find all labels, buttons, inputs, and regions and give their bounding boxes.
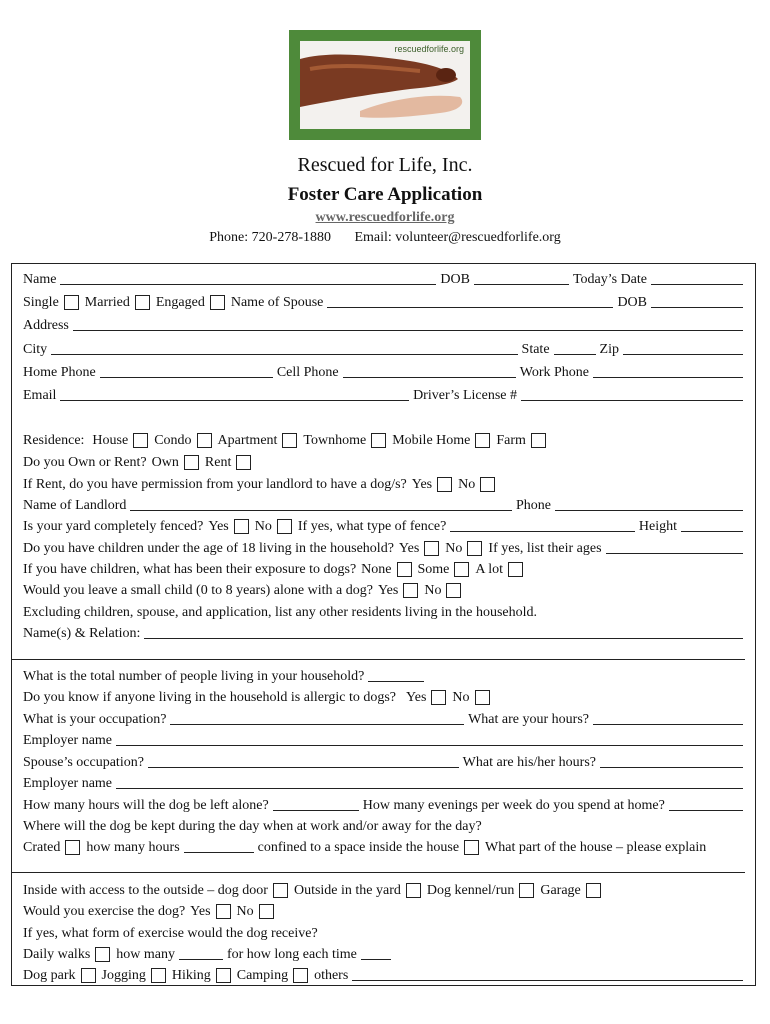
leave-child-no-checkbox[interactable] bbox=[446, 583, 461, 598]
mobile-home-checkbox[interactable] bbox=[475, 433, 490, 448]
evenings-field[interactable] bbox=[669, 810, 743, 811]
landlord-phone-field[interactable] bbox=[555, 510, 743, 511]
row-exposure bbox=[23, 558, 747, 578]
label-evenings: How many evenings per week do you spend at home? bbox=[362, 798, 665, 813]
label-some: Some bbox=[417, 562, 450, 577]
logo bbox=[289, 30, 481, 140]
label-home-phone: Home Phone bbox=[23, 365, 96, 380]
row-leave-child bbox=[23, 579, 747, 599]
label-no: No bbox=[254, 519, 272, 534]
apartment-checkbox[interactable] bbox=[282, 433, 297, 448]
address-field[interactable] bbox=[73, 330, 743, 331]
label-allergic-question: Do you know if anyone living in the household is allergic to dogs? bbox=[23, 690, 397, 705]
section-divider bbox=[11, 659, 745, 660]
daily-walks-checkbox[interactable] bbox=[95, 947, 110, 962]
label-garage: Garage bbox=[540, 883, 581, 898]
married-checkbox[interactable] bbox=[135, 295, 150, 310]
label-what-part: What part of the house – please explain bbox=[485, 840, 707, 855]
label-landlord-name: Name of Landlord bbox=[23, 498, 127, 513]
label-apartment: Apartment bbox=[217, 433, 278, 448]
label-hours: What are your hours? bbox=[468, 712, 589, 727]
residents-note-text: Excluding children, spouse, and application, list any other residents living in the household. bbox=[23, 605, 538, 620]
kennel-checkbox[interactable] bbox=[519, 883, 534, 898]
row-marital bbox=[23, 291, 747, 311]
engaged-checkbox[interactable] bbox=[210, 295, 225, 310]
label-married: Married bbox=[84, 295, 130, 310]
row-spouse-occupation bbox=[23, 751, 747, 771]
label-crated: Crated bbox=[23, 840, 61, 855]
label-landlord-permission: If Rent, do you have permission from your landlord to have a dog/s? bbox=[23, 477, 407, 492]
jogging-checkbox[interactable] bbox=[151, 968, 166, 983]
label-house: House bbox=[92, 433, 129, 448]
dog-paw-hand-icon bbox=[300, 41, 470, 129]
todays-date-field[interactable] bbox=[651, 284, 743, 285]
label-no: No bbox=[236, 904, 254, 919]
dog-park-checkbox[interactable] bbox=[81, 968, 96, 983]
row-city bbox=[23, 338, 747, 358]
label-state: State bbox=[521, 342, 550, 357]
label-farm: Farm bbox=[496, 433, 526, 448]
label-drivers-license: Driver’s License # bbox=[413, 388, 517, 403]
zip-field[interactable] bbox=[623, 354, 743, 355]
exercise-yes-checkbox[interactable] bbox=[216, 904, 231, 919]
row-landlord-permission bbox=[23, 473, 747, 493]
label-yes: Yes bbox=[411, 477, 433, 492]
row-name bbox=[23, 268, 747, 288]
label-residence: Residence: bbox=[23, 433, 85, 448]
spouse-dob-field[interactable] bbox=[651, 307, 743, 308]
label-employer: Employer name bbox=[23, 733, 113, 748]
townhome-checkbox[interactable] bbox=[371, 433, 386, 448]
row-crated bbox=[23, 836, 747, 856]
label-yes: Yes bbox=[406, 690, 427, 705]
row-email bbox=[23, 384, 747, 404]
label-names-relation: Name(s) & Relation: bbox=[23, 626, 141, 641]
state-field[interactable] bbox=[554, 354, 596, 355]
label-landlord-phone: Phone bbox=[516, 498, 551, 513]
label-yes: Yes bbox=[377, 583, 399, 598]
label-inside-access: Inside with access to the outside – dog door bbox=[23, 883, 268, 898]
label-engaged: Engaged bbox=[155, 295, 205, 310]
allergic-no-checkbox[interactable] bbox=[475, 690, 490, 705]
leave-child-yes-checkbox[interactable] bbox=[403, 583, 418, 598]
condo-checkbox[interactable] bbox=[197, 433, 212, 448]
confined-checkbox[interactable] bbox=[464, 840, 479, 855]
label-total-people: What is the total number of people living in your household? bbox=[23, 669, 365, 684]
fence-height-field[interactable] bbox=[681, 531, 743, 532]
landlord-no-checkbox[interactable] bbox=[480, 477, 495, 492]
hiking-checkbox[interactable] bbox=[216, 968, 231, 983]
yard-no-checkbox[interactable] bbox=[277, 519, 292, 534]
label-how-long: for how long each time bbox=[226, 947, 357, 962]
exercise-no-checkbox[interactable] bbox=[259, 904, 274, 919]
exposure-some-checkbox[interactable] bbox=[454, 562, 469, 577]
total-people-field[interactable] bbox=[368, 681, 424, 682]
garage-checkbox[interactable] bbox=[586, 883, 601, 898]
label-spouse-occupation: Spouse’s occupation? bbox=[23, 755, 144, 770]
inside-access-checkbox[interactable] bbox=[273, 883, 288, 898]
label-camping: Camping bbox=[236, 968, 289, 983]
label-height: Height bbox=[638, 519, 677, 534]
children-ages-field[interactable] bbox=[606, 553, 743, 554]
crated-checkbox[interactable] bbox=[65, 840, 80, 855]
label-exposure-question: If you have children, what has been their exposure to dogs? bbox=[23, 562, 357, 577]
camping-checkbox[interactable] bbox=[293, 968, 308, 983]
label-zip: Zip bbox=[599, 342, 619, 357]
row-exercise bbox=[23, 900, 747, 920]
walks-count-field[interactable] bbox=[179, 959, 223, 960]
row-phones bbox=[23, 361, 747, 381]
cell-phone-field[interactable] bbox=[343, 377, 516, 378]
label-others: others bbox=[314, 968, 349, 983]
hours-field[interactable] bbox=[593, 724, 743, 725]
phone-text: Phone: 720-278-1880 bbox=[209, 230, 331, 245]
label-cell-phone: Cell Phone bbox=[276, 365, 339, 380]
label-list-ages: If yes, list their ages bbox=[488, 541, 602, 556]
spouse-occupation-field[interactable] bbox=[148, 767, 459, 768]
section-divider bbox=[11, 872, 745, 873]
single-checkbox[interactable] bbox=[64, 295, 79, 310]
home-phone-field[interactable] bbox=[100, 377, 273, 378]
email-text: Email: volunteer@rescuedforlife.org bbox=[354, 230, 561, 245]
others-field[interactable] bbox=[352, 980, 743, 981]
label-a-lot: A lot bbox=[475, 562, 504, 577]
row-landlord-name bbox=[23, 494, 747, 514]
logo-image bbox=[300, 41, 470, 129]
label-spouse-hours: What are his/her hours? bbox=[462, 755, 596, 770]
row-names-relation bbox=[23, 622, 747, 642]
label-occupation: What is your occupation? bbox=[23, 712, 167, 727]
organization-name: Rescued for Life, Inc. bbox=[297, 154, 473, 176]
own-checkbox[interactable] bbox=[184, 455, 199, 470]
work-phone-field[interactable] bbox=[593, 377, 743, 378]
label-fence-type: If yes, what type of fence? bbox=[297, 519, 447, 534]
children-no-checkbox[interactable] bbox=[467, 541, 482, 556]
label-kennel: Dog kennel/run bbox=[426, 883, 515, 898]
row-employer bbox=[23, 729, 747, 749]
label-no: No bbox=[424, 583, 442, 598]
walk-duration-field[interactable] bbox=[361, 959, 391, 960]
landlord-name-field[interactable] bbox=[130, 510, 512, 511]
label-email: Email bbox=[23, 388, 57, 403]
house-checkbox[interactable] bbox=[133, 433, 148, 448]
label-hours-alone: How many hours will the dog be left alone? bbox=[23, 798, 269, 813]
exposure-none-checkbox[interactable] bbox=[397, 562, 412, 577]
label-work-phone: Work Phone bbox=[519, 365, 590, 380]
label-exercise-form: If yes, what form of exercise would the dog receive? bbox=[23, 926, 318, 941]
label-dog-park: Dog park bbox=[23, 968, 76, 983]
label-how-many: how many bbox=[116, 947, 175, 962]
label-daily-walks: Daily walks bbox=[23, 947, 91, 962]
row-address bbox=[23, 314, 747, 334]
employer-field[interactable] bbox=[116, 745, 743, 746]
spouse-hours-field[interactable] bbox=[600, 767, 743, 768]
occupation-field[interactable] bbox=[170, 724, 464, 725]
label-hiking: Hiking bbox=[171, 968, 211, 983]
farm-checkbox[interactable] bbox=[531, 433, 546, 448]
logo-domain-text: rescuedforlife.org bbox=[394, 44, 464, 54]
label-yes: Yes bbox=[208, 519, 229, 534]
label-todays-date: Today’s Date bbox=[572, 272, 647, 287]
row-total-people bbox=[23, 665, 747, 685]
children-yes-checkbox[interactable] bbox=[424, 541, 439, 556]
row-hours-alone bbox=[23, 794, 747, 814]
row-daily-walks bbox=[23, 943, 747, 963]
label-how-many-hours: how many hours bbox=[86, 840, 180, 855]
label-exercise-question: Would you exercise the dog? bbox=[23, 904, 186, 919]
landlord-yes-checkbox[interactable] bbox=[437, 477, 452, 492]
label-spouse-name: Name of Spouse bbox=[230, 295, 324, 310]
names-relation-field[interactable] bbox=[144, 638, 743, 639]
row-own-rent bbox=[23, 451, 747, 471]
label-children-question: Do you have children under the age of 18 living in the household? bbox=[23, 541, 394, 556]
website-link[interactable]: www.rescuedforlife.org bbox=[315, 210, 455, 225]
drivers-license-field[interactable] bbox=[521, 400, 743, 401]
row-allergic bbox=[23, 686, 747, 706]
label-spouse-dob: DOB bbox=[617, 295, 647, 310]
row-residence bbox=[23, 429, 747, 449]
outside-yard-checkbox[interactable] bbox=[406, 883, 421, 898]
row-yard bbox=[23, 515, 747, 535]
label-address: Address bbox=[23, 318, 69, 333]
row-children bbox=[23, 537, 747, 557]
label-mobile-home: Mobile Home bbox=[392, 433, 471, 448]
row-employer2 bbox=[23, 772, 747, 792]
label-spouse-employer: Employer name bbox=[23, 776, 113, 791]
label-dob: DOB bbox=[440, 272, 470, 287]
label-outside-yard: Outside in the yard bbox=[293, 883, 401, 898]
row-kept-where bbox=[23, 815, 747, 835]
spouse-employer-field[interactable] bbox=[116, 788, 743, 789]
label-confined: confined to a space inside the house bbox=[257, 840, 460, 855]
page-title: Foster Care Application bbox=[287, 184, 483, 205]
hours-alone-field[interactable] bbox=[273, 810, 359, 811]
contact-line bbox=[0, 230, 770, 246]
yard-yes-checkbox[interactable] bbox=[234, 519, 249, 534]
spouse-name-field[interactable] bbox=[327, 307, 613, 308]
rent-checkbox[interactable] bbox=[236, 455, 251, 470]
label-no: No bbox=[445, 541, 463, 556]
label-yard-fenced: Is your yard completely fenced? bbox=[23, 519, 204, 534]
label-leave-child-question: Would you leave a small child (0 to 8 years) alone with a dog? bbox=[23, 583, 373, 598]
label-yes: Yes bbox=[190, 904, 211, 919]
crated-hours-field[interactable] bbox=[184, 852, 254, 853]
label-kept-where: Where will the dog be kept during the day when at work and/or away for the day? bbox=[23, 819, 482, 834]
allergic-yes-checkbox[interactable] bbox=[431, 690, 446, 705]
row-occupation bbox=[23, 708, 747, 728]
label-none: None bbox=[361, 562, 392, 577]
label-city: City bbox=[23, 342, 48, 357]
row-residents-note bbox=[23, 601, 747, 621]
label-name: Name bbox=[23, 272, 57, 287]
dob-field[interactable] bbox=[474, 284, 569, 285]
label-yes: Yes bbox=[398, 541, 420, 556]
label-own: Own bbox=[151, 455, 179, 470]
label-no: No bbox=[458, 477, 476, 492]
row-location bbox=[23, 879, 747, 899]
fence-type-field[interactable] bbox=[450, 531, 635, 532]
email-field[interactable] bbox=[60, 400, 409, 401]
label-own-or-rent: Do you Own or Rent? bbox=[23, 455, 147, 470]
exposure-a-lot-checkbox[interactable] bbox=[508, 562, 523, 577]
label-jogging: Jogging bbox=[101, 968, 146, 983]
label-condo: Condo bbox=[154, 433, 192, 448]
label-no: No bbox=[452, 690, 470, 705]
name-field[interactable] bbox=[60, 284, 436, 285]
city-field[interactable] bbox=[51, 354, 517, 355]
label-townhome: Townhome bbox=[303, 433, 367, 448]
row-activities bbox=[23, 964, 747, 984]
label-single: Single bbox=[23, 295, 59, 310]
label-rent: Rent bbox=[204, 455, 232, 470]
row-exercise-form bbox=[23, 922, 747, 942]
